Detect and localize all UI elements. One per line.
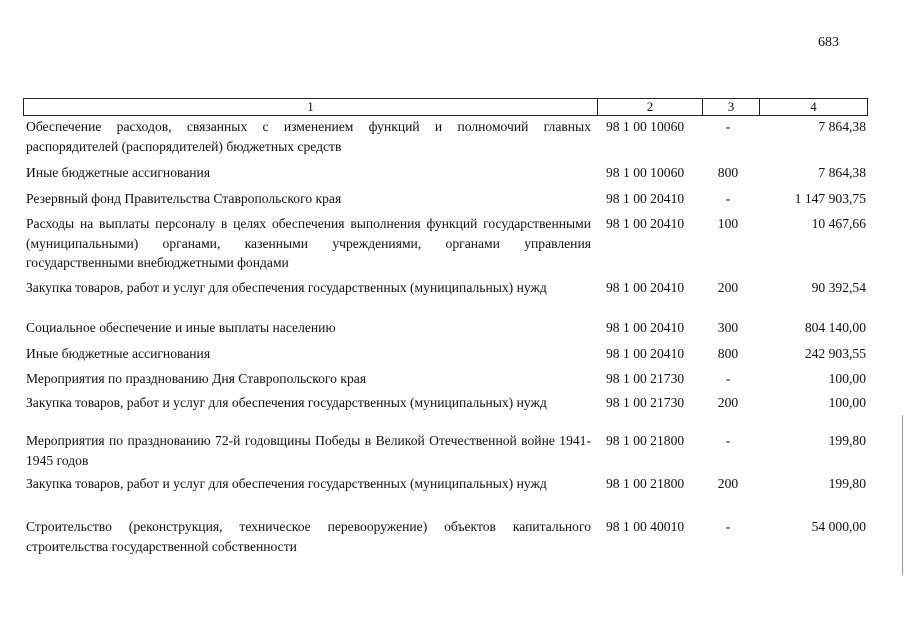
row-code: 98 1 00 21800 xyxy=(606,433,685,448)
row-code: 98 1 00 40010 xyxy=(606,519,685,534)
row-name: Мероприятия по празднованию Дня Ставропольского края xyxy=(26,371,367,386)
row-code: 98 1 00 20410 xyxy=(606,320,685,335)
header-col-4: 4 xyxy=(759,99,867,115)
row-name: Иные бюджетные ассигнования xyxy=(26,165,211,180)
row-type: 100 xyxy=(717,216,739,231)
row-name: Закупка товаров, работ и услуг для обеспечения государственных (муниципальных) нужд xyxy=(26,476,547,491)
row-code: 98 1 00 20410 xyxy=(606,346,685,361)
row-type: - xyxy=(725,433,731,448)
row-name: Строительство (реконструкция, техническое перевооружение) объектов капитального строительства государственной собственности xyxy=(26,519,591,554)
page-number: 683 xyxy=(818,35,839,50)
row-name: Закупка товаров, работ и услуг для обеспечения государственных (муниципальных) нужд xyxy=(26,280,547,295)
row-name: Обеспечение расходов, связанных с изменением функций и полномочий главных распорядителей (распорядителей) бюджетных средств xyxy=(26,119,591,154)
row-type: - xyxy=(725,371,731,386)
row-amount: 804 140,00 xyxy=(804,320,866,335)
row-code: 98 1 00 10060 xyxy=(606,165,685,180)
row-type: - xyxy=(725,191,731,206)
row-code: 98 1 00 10060 xyxy=(606,119,685,134)
row-amount: 199,80 xyxy=(828,476,866,491)
row-name: Иные бюджетные ассигнования xyxy=(26,346,211,361)
row-type: 200 xyxy=(717,395,739,410)
row-name: Закупка товаров, работ и услуг для обеспечения государственных (муниципальных) нужд xyxy=(26,395,547,410)
row-amount: 7 864,38 xyxy=(818,119,866,134)
row-type: 800 xyxy=(717,346,739,361)
row-name: Расходы на выплаты персоналу в целях обеспечения выполнения функций государственными (муниципальными) органами, казенными учреждениями, органами управления государственными внебюджетными фондами xyxy=(26,216,591,270)
row-amount: 1 147 903,75 xyxy=(794,191,866,206)
row-type: 200 xyxy=(717,476,739,491)
row-code: 98 1 00 20410 xyxy=(606,280,685,295)
header-col-2: 2 xyxy=(597,99,702,115)
row-name: Социальное обеспечение и иные выплаты населению xyxy=(26,320,336,335)
row-amount: 100,00 xyxy=(828,395,866,410)
row-code: 98 1 00 20410 xyxy=(606,191,685,206)
row-type: 300 xyxy=(717,320,739,335)
header-col-1: 1 xyxy=(307,99,314,114)
row-amount: 7 864,38 xyxy=(818,165,866,180)
row-type: 800 xyxy=(717,165,739,180)
scan-edge-line xyxy=(902,415,903,575)
row-amount: 90 392,54 xyxy=(811,280,866,295)
row-amount: 10 467,66 xyxy=(811,216,866,231)
table-header xyxy=(23,98,868,116)
row-amount: 199,80 xyxy=(828,433,866,448)
row-code: 98 1 00 21730 xyxy=(606,395,685,410)
row-code: 98 1 00 21730 xyxy=(606,371,685,386)
row-name: Резервный фонд Правительства Ставропольского края xyxy=(26,191,342,206)
row-type: 200 xyxy=(717,280,739,295)
row-code: 98 1 00 20410 xyxy=(606,216,685,231)
row-amount: 54 000,00 xyxy=(811,519,866,534)
row-type: - xyxy=(725,519,731,534)
row-type: - xyxy=(725,119,731,134)
header-col-3: 3 xyxy=(702,99,759,115)
row-code: 98 1 00 21800 xyxy=(606,476,685,491)
row-amount: 242 903,55 xyxy=(804,346,866,361)
row-amount: 100,00 xyxy=(828,371,866,386)
row-name: Мероприятия по празднованию 72-й годовщины Победы в Великой Отечественной войне 1941-1945 годов xyxy=(26,433,591,468)
